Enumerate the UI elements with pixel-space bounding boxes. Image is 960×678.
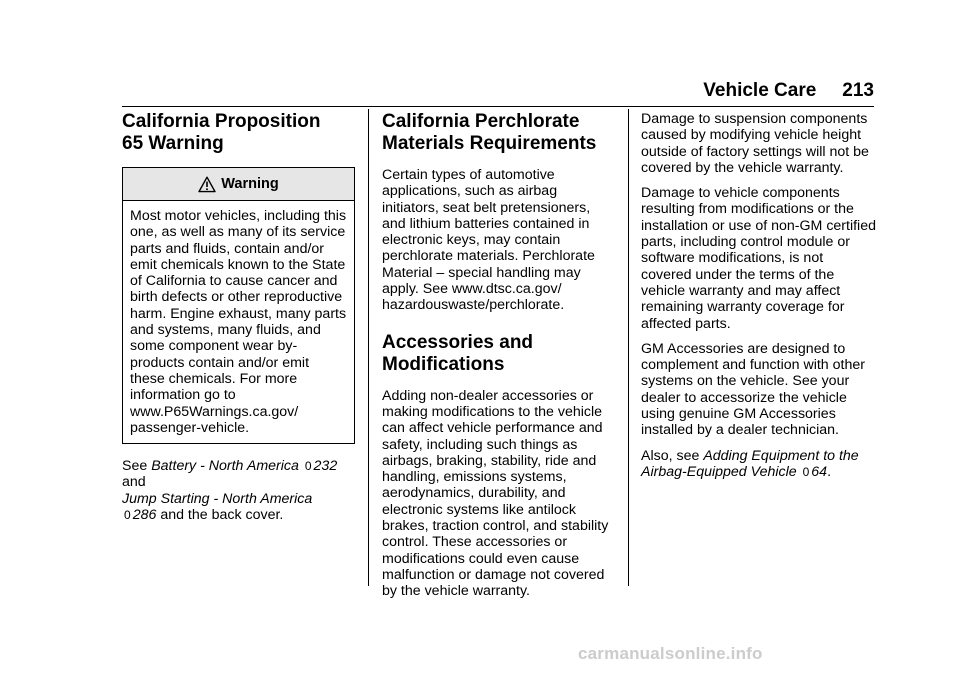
column-3 bbox=[641, 111, 876, 489]
column-1 bbox=[122, 111, 355, 523]
header-rule bbox=[122, 106, 874, 107]
warning-text: Most motor vehicles, including this one, as well as many of its service parts and fluids, contain and/or emit chemicals known to the State of California to cause cancer and birth defects or other reproductive harm. Engine exhaust, many parts and systems, many fluids, and some component wear by-products contain and/or emit these chemicals. For more information go to www.P65Warnings.ca.gov/ passenger-vehicle. bbox=[130, 208, 347, 436]
jump-starting-link[interactable]: Jump Starting - North America bbox=[122, 490, 313, 507]
also-prefix: Also, see bbox=[641, 447, 700, 464]
page-ref-arrow-icon: 0 bbox=[802, 464, 810, 479]
accessories-heading bbox=[382, 332, 610, 376]
see-prefix: See bbox=[122, 458, 148, 475]
perchlorate-heading-line1: California Perchlorate bbox=[382, 111, 580, 132]
accessories-heading-line1: Accessories and bbox=[382, 331, 534, 353]
prop65-heading-line1: California Proposition bbox=[122, 111, 321, 132]
battery-link[interactable]: Battery - North America bbox=[151, 458, 299, 475]
also-suffix: . bbox=[827, 463, 832, 480]
column-2 bbox=[382, 111, 610, 609]
see-suffix: and the back cover. bbox=[160, 507, 284, 524]
warning-triangle-icon bbox=[198, 176, 216, 193]
battery-page-ref[interactable]: 232 bbox=[313, 458, 338, 475]
gm-accessories-paragraph: GM Accessories are designed to complement and function with other systems on the vehicle. See your dealer to accessorize the vehicle using genuine GM Accessories installed by a dealer technician. bbox=[641, 340, 865, 439]
warning-box bbox=[122, 167, 355, 444]
page-header bbox=[703, 80, 874, 102]
page-number: 213 bbox=[842, 80, 874, 101]
and-word: and bbox=[122, 474, 146, 491]
perchlorate-heading-line2: Materials Requirements bbox=[382, 133, 597, 154]
column-divider-1 bbox=[368, 109, 369, 586]
section-title: Vehicle Care bbox=[703, 80, 817, 101]
adding-equipment-link[interactable]: Adding Equipment to the Airbag-Equipped Vehicle bbox=[641, 447, 859, 480]
column-divider-2 bbox=[628, 109, 629, 586]
prop65-heading bbox=[122, 111, 355, 155]
perchlorate-heading bbox=[382, 111, 610, 155]
accessories-heading-line2: Modifications bbox=[382, 353, 505, 375]
page-ref-arrow-icon: 0 bbox=[124, 508, 131, 523]
page-ref-arrow-icon: 0 bbox=[304, 459, 312, 474]
also-see-paragraph bbox=[641, 448, 876, 481]
accessories-paragraph: Adding non-dealer accessories or making modifications to the vehicle can affect vehicle performance and safety, including such things as airbags, braking, stability, ride and handling, emissions systems, aerodynamics, durability, and electronic systems like antilock brakes, traction control, and stability control. These accessories or modifications could even cause malfunction or damage not covered by the vehicle warranty. bbox=[382, 387, 609, 600]
watermark: carmanualsonline.info bbox=[578, 644, 763, 663]
jump-starting-page-ref[interactable]: 286 bbox=[132, 507, 157, 524]
warning-label: Warning bbox=[221, 175, 279, 192]
components-paragraph: Damage to vehicle components resulting from modifications or the installation or use of non-GM certified parts, including control module or software modifications, is not covered under the terms of the vehicle warranty and may affect remaining warranty coverage for affected parts. bbox=[641, 185, 876, 332]
perchlorate-paragraph: Certain types of automotive applications, such as airbag initiators, seat belt pretensioners, and lithium batteries contained in electronic keys, may contain perchlorate materials. Perchlorate Material – special handling may apply. See www.dtsc.ca.gov/ hazardouswaste/perchlorate. bbox=[382, 167, 595, 314]
warning-header bbox=[123, 168, 354, 201]
see-references bbox=[122, 458, 355, 523]
prop65-heading-line2: 65 Warning bbox=[122, 133, 224, 154]
suspension-paragraph: Damage to suspension components caused by modifying vehicle height outside of factory settings will not be covered by the vehicle warranty. bbox=[641, 111, 869, 176]
adding-equipment-page-ref[interactable]: 64 bbox=[811, 463, 828, 480]
